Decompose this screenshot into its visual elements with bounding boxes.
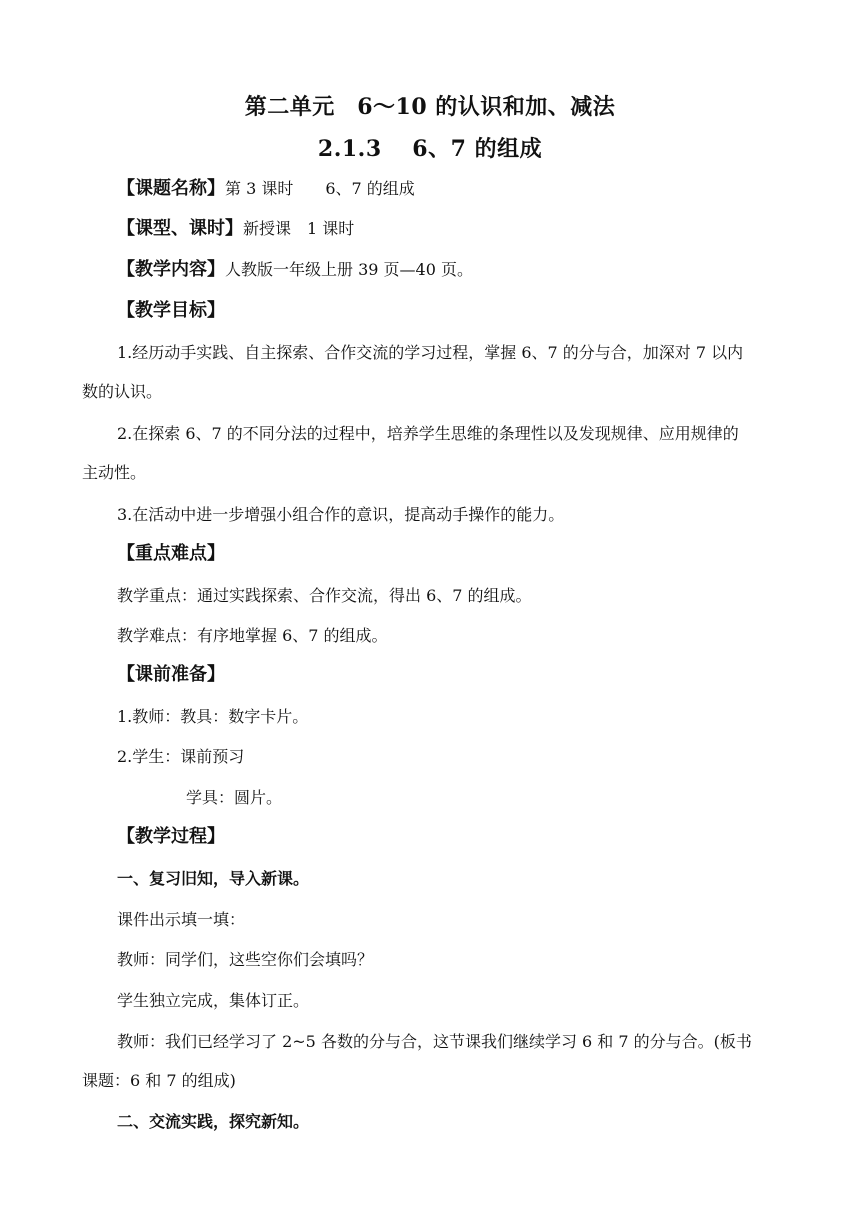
content-line: [117, 259, 473, 281]
goals-heading: 【教学目标】: [117, 300, 225, 321]
goal-2-line-1: 2.在探索 6、7 的不同分法的过程中，培养学生思维的条理性以及发现规律、应用规律的: [117, 424, 739, 443]
prep-student-tools: 学具：圆片。: [186, 788, 283, 807]
prep-heading: 【课前准备】: [117, 664, 225, 685]
keypoints-heading: 【重点难点】: [117, 543, 225, 564]
type-value: 新授课 1 课时: [243, 219, 355, 238]
goal-1-line-1: 1.经历动手实践、自主探索、合作交流的学习过程，掌握 6、7 的分与合，加深对 7 以内: [117, 343, 744, 362]
focus-line: 教学重点：通过实践探索、合作交流，得出 6、7 的组成。: [117, 586, 532, 605]
process-p4-line-1: 教师：我们已经学习了 2~5 各数的分与合，这节课我们继续学习 6 和 7 的分与合。(板书: [117, 1032, 752, 1051]
type-label: 【课型、课时】: [117, 218, 243, 239]
prep-student: 2.学生：课前预习: [117, 747, 245, 766]
topic-label: 【课题名称】: [117, 178, 225, 199]
process-p1: 课件出示填一填：: [117, 910, 246, 929]
topic-line: [117, 178, 415, 200]
type-line: [117, 218, 354, 240]
content-value: 人教版一年级上册 39 页—40 页。: [225, 260, 473, 279]
lesson-title: 2.1.3 6、7 的组成: [317, 136, 543, 162]
process-p3: 学生独立完成，集体订正。: [117, 991, 310, 1010]
unit-title: 第二单元 6～10 的认识和加、减法: [244, 94, 616, 120]
goal-3: 3.在活动中进一步增强小组合作的意识，提高动手操作的能力。: [117, 505, 565, 524]
section-2-heading: 二、交流实践，探究新知。: [117, 1112, 310, 1131]
topic-value: 第 3 课时 6、7 的组成: [225, 179, 415, 198]
process-p2: 教师：同学们，这些空你们会填吗？: [117, 950, 374, 969]
process-p4-line-2: 课题：6 和 7 的组成): [82, 1071, 236, 1090]
process-heading: 【教学过程】: [117, 826, 225, 847]
section-1-heading: 一、复习旧知，导入新课。: [117, 869, 310, 888]
goal-1-line-2: 数的认识。: [82, 382, 163, 401]
content-label: 【教学内容】: [117, 259, 225, 280]
difficulty-line: 教学难点：有序地掌握 6、7 的组成。: [117, 626, 388, 645]
goal-2-line-2: 主动性。: [82, 463, 147, 482]
prep-teacher: 1.教师：教具：数字卡片。: [117, 707, 309, 726]
